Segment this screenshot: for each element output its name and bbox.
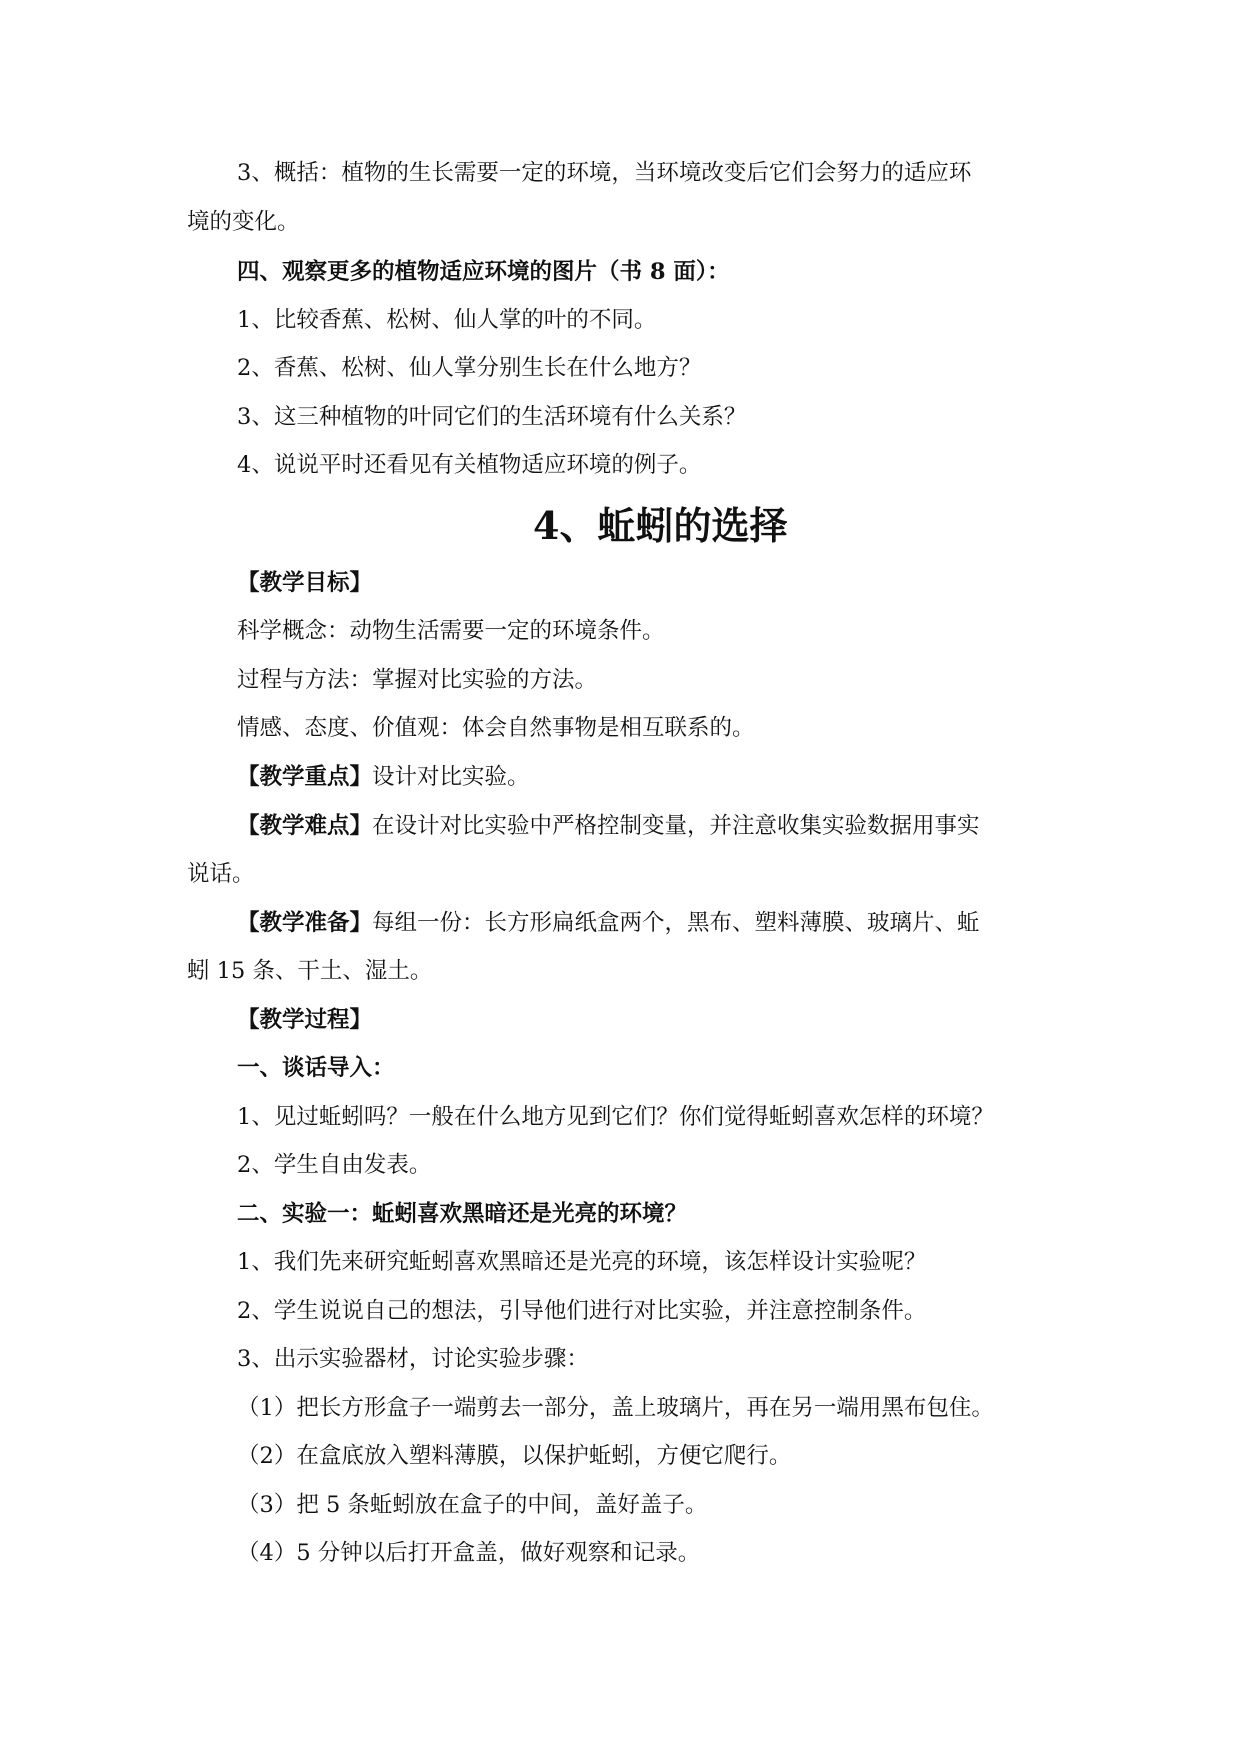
question-2: 2、香蕉、松树、仙人掌分别生长在什么地方？ xyxy=(237,355,702,381)
goal-science-concept: 科学概念：动物生活需要一定的环境条件。 xyxy=(237,618,665,644)
teaching-difficulty-line1 xyxy=(237,811,980,841)
teaching-preparation-text: 每组一份：长方形扁纸盒两个，黑布、塑料薄膜、玻璃片、蚯 xyxy=(372,910,980,936)
goal-process-method: 过程与方法：掌握对比实验的方法。 xyxy=(237,667,598,693)
teaching-preparation-line2: 蚓 15 条、干土、湿土。 xyxy=(187,958,433,984)
part1-question-2: 2、学生自由发表。 xyxy=(237,1152,432,1178)
teaching-preparation-line1 xyxy=(237,908,980,938)
question-3: 3、这三种植物的叶同它们的生活环境有什么关系？ xyxy=(237,404,747,430)
experiment-step-1: （1）把长方形盒子一端剪去一部分，盖上玻璃片，再在另一端用黑布包住。 xyxy=(237,1395,994,1421)
teaching-difficulty-line2: 说话。 xyxy=(187,861,255,887)
teaching-preparation-label: 【教学准备】 xyxy=(237,910,373,936)
part2-heading: 二、实验一：蚯蚓喜欢黑暗还是光亮的环境？ xyxy=(237,1201,688,1227)
goal-attitude-values: 情感、态度、价值观：体会自然事物是相互联系的。 xyxy=(237,715,755,741)
experiment-step-2: （2）在盒底放入塑料薄膜，以保护蚯蚓，方便它爬行。 xyxy=(237,1443,792,1469)
question-1: 1、比较香蕉、松树、仙人掌的叶的不同。 xyxy=(237,307,657,333)
lesson-title: 4、蚯蚓的选择 xyxy=(533,503,788,548)
part1-question-1: 1、见过蚯蚓吗？一般在什么地方见到它们？你们觉得蚯蚓喜欢怎样的环境？ xyxy=(237,1104,994,1130)
section-heading-observe-pictures: 四、观察更多的植物适应环境的图片（书 8 面）： xyxy=(237,259,730,285)
part2-step-3: 3、出示实验器材，讨论实验步骤： xyxy=(237,1346,589,1372)
paragraph-summary-line2: 境的变化。 xyxy=(187,209,300,235)
part2-step-2: 2、学生说说自己的想法，引导他们进行对比实验，并注意控制条件。 xyxy=(237,1298,927,1324)
teaching-key-text: 设计对比实验。 xyxy=(372,764,530,790)
teaching-key-point xyxy=(237,762,530,792)
question-4: 4、说说平时还看见有关植物适应环境的例子。 xyxy=(237,452,702,478)
teaching-goals-label: 【教学目标】 xyxy=(237,570,373,596)
paragraph-summary-line1: 3、概括：植物的生长需要一定的环境，当环境改变后它们会努力的适应环 xyxy=(237,160,972,186)
teaching-key-label: 【教学重点】 xyxy=(237,764,373,790)
teaching-process-label: 【教学过程】 xyxy=(237,1007,373,1033)
teaching-difficulty-text: 在设计对比实验中严格控制变量，并注意收集实验数据用事实 xyxy=(372,813,980,839)
experiment-step-4: （4）5 分钟以后打开盒盖，做好观察和记录。 xyxy=(237,1540,701,1566)
teaching-difficulty-label: 【教学难点】 xyxy=(237,813,373,839)
part2-step-1: 1、我们先来研究蚯蚓喜欢黑暗还是光亮的环境，该怎样设计实验呢？ xyxy=(237,1249,927,1275)
experiment-step-3: （3）把 5 条蚯蚓放在盒子的中间，盖好盖子。 xyxy=(237,1492,708,1518)
part1-heading: 一、谈话导入： xyxy=(237,1055,395,1081)
